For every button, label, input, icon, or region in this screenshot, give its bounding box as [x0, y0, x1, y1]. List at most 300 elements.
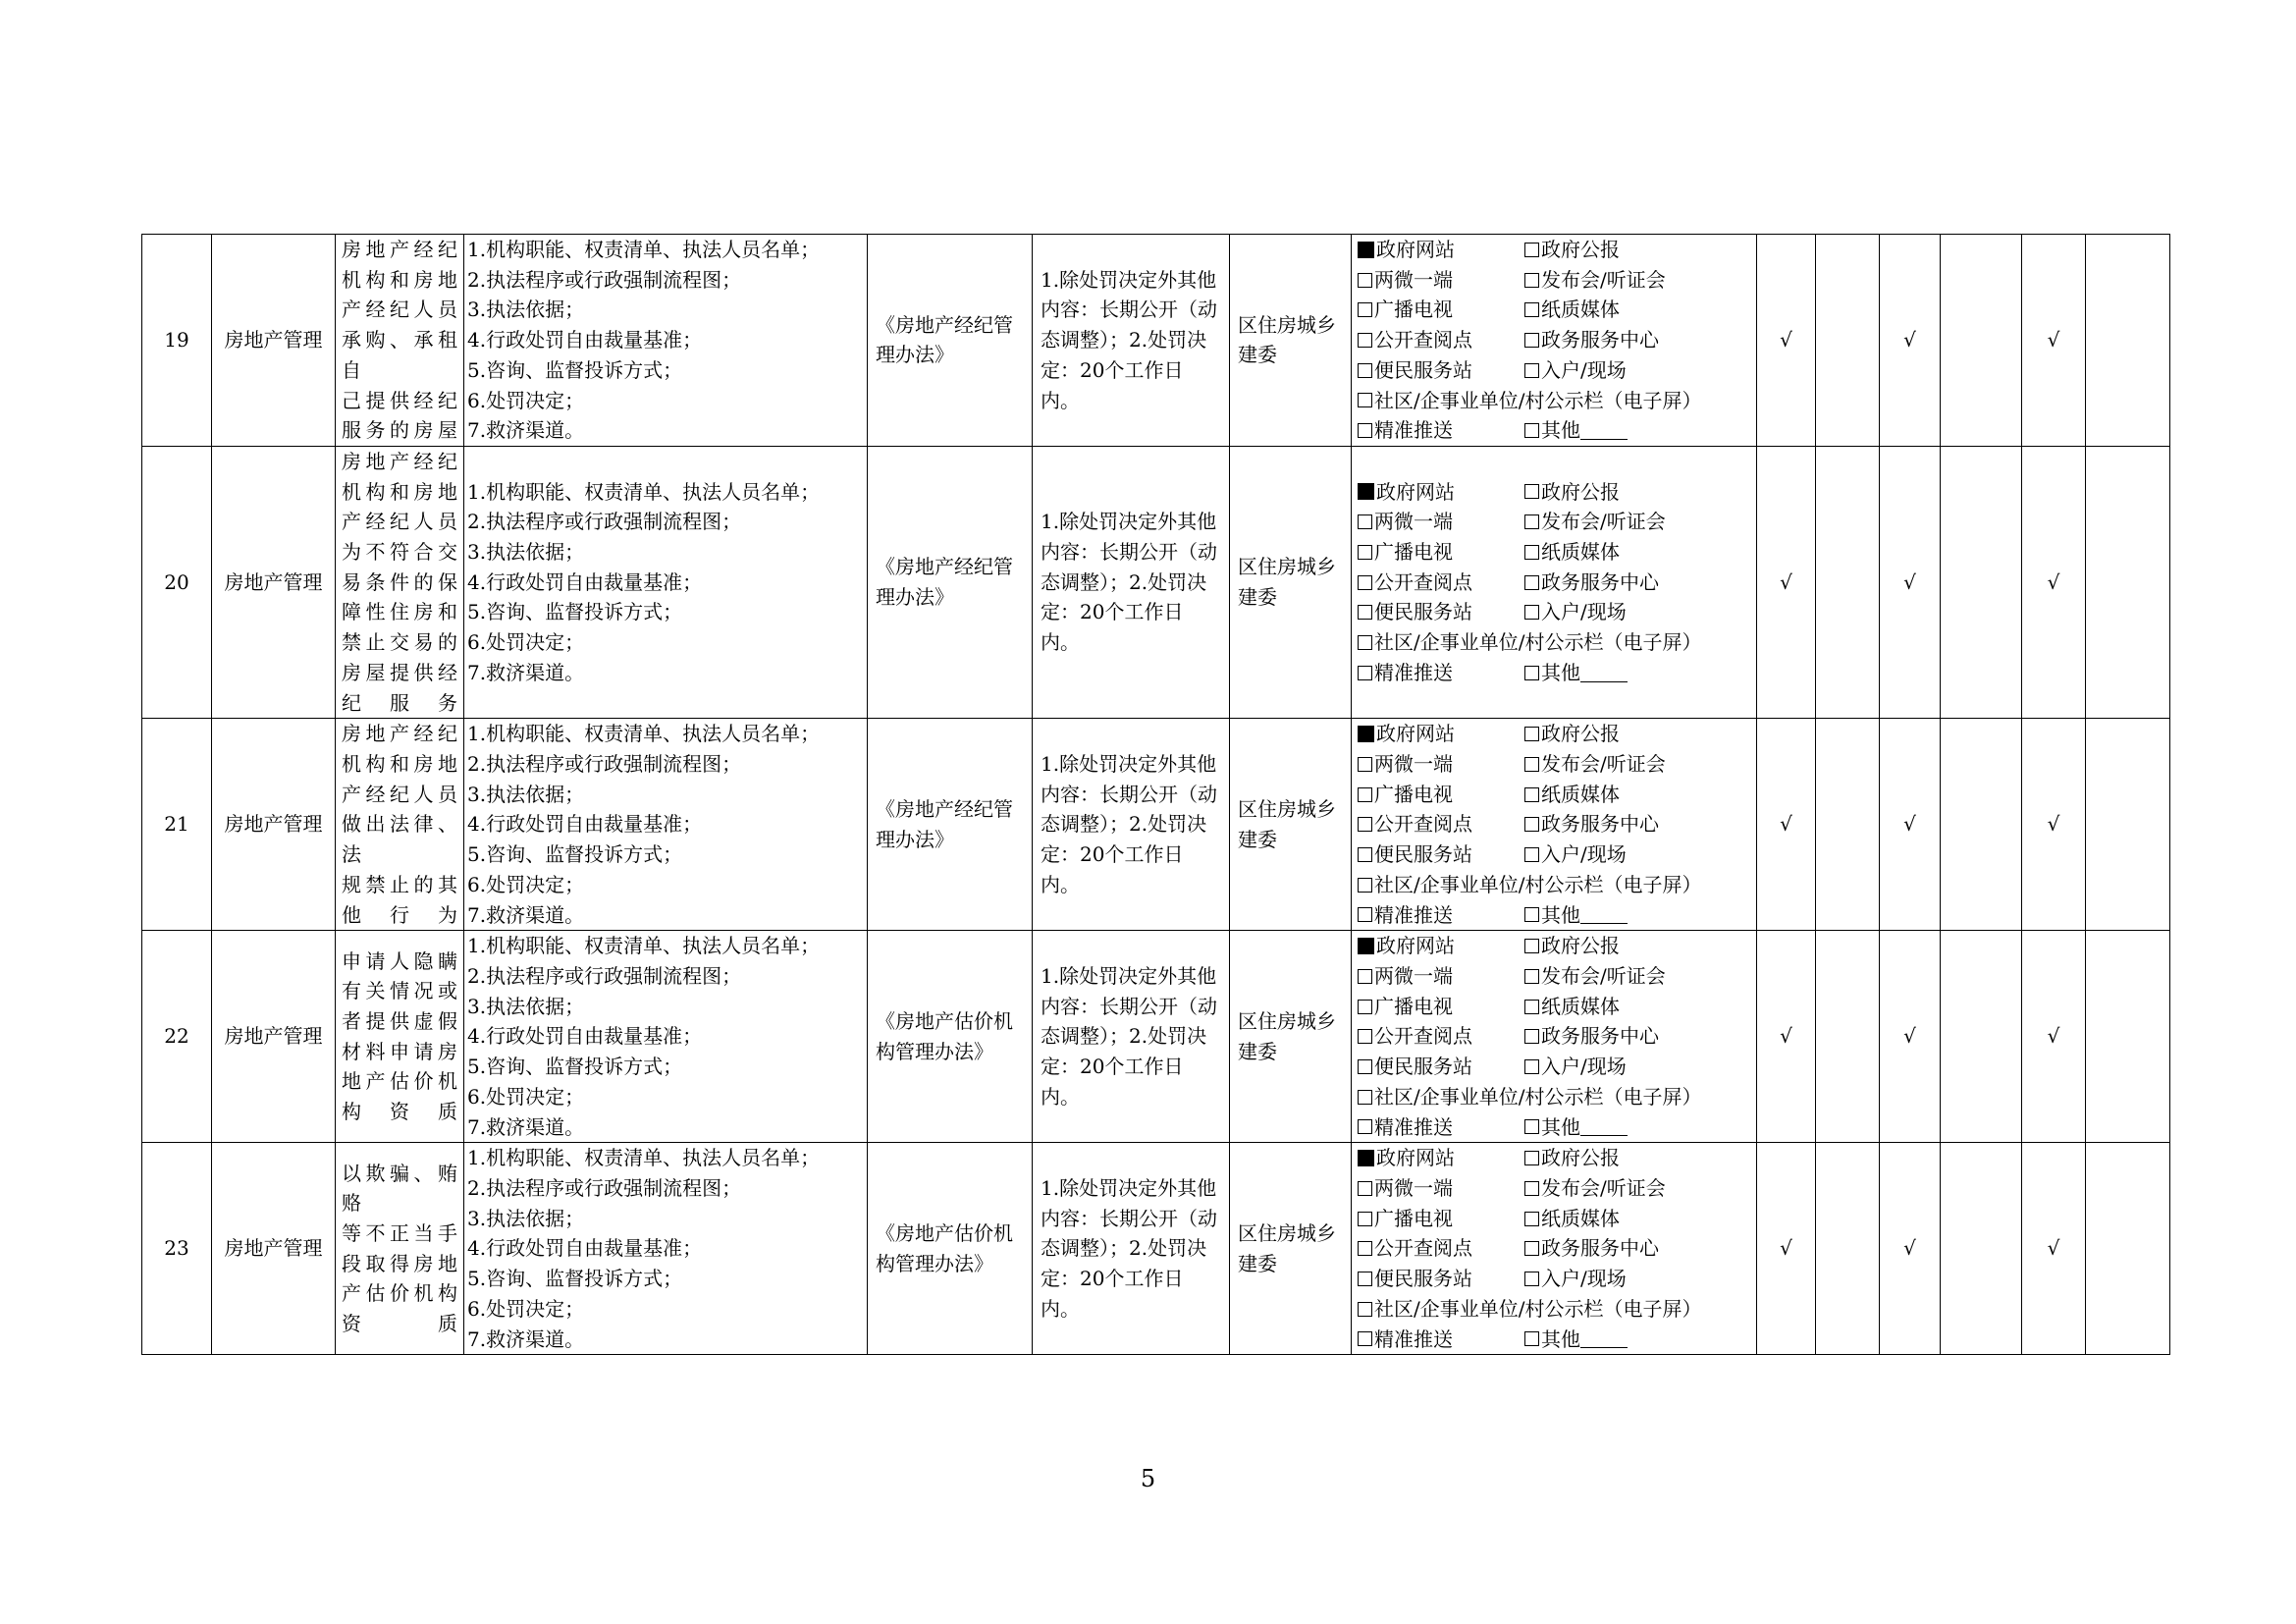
checkbox-icon [1358, 393, 1372, 407]
checkbox-icon [1358, 1272, 1372, 1286]
content-line: 2.执法程序或行政强制流程图； [467, 963, 742, 988]
channel-row [1358, 235, 1750, 265]
channel-row [1358, 1052, 1750, 1082]
channel-option-community-board [1358, 1294, 1701, 1325]
check-mark-cell: √ [1757, 235, 1816, 447]
channel-option-label: 政府公报 [1541, 1146, 1620, 1170]
channel-option-household-onsite [1524, 839, 1691, 870]
channel-option-label: 纸质媒体 [1541, 540, 1620, 565]
channel-option-household-onsite [1524, 1052, 1691, 1082]
checkbox-icon [1524, 817, 1539, 832]
item-line: 纪服务 [342, 690, 457, 715]
item-line: 产经纪人员 [342, 510, 457, 534]
channel-option-label: 便民服务站 [1374, 1267, 1472, 1291]
channel-option-gov-gazette [1524, 1143, 1691, 1173]
checked-box-icon [1358, 938, 1374, 954]
time-line: 2.处罚决定：20个工 [1041, 1236, 1207, 1291]
item-line: 规禁止的其 [342, 872, 457, 896]
channel-option-label: 广播电视 [1374, 782, 1453, 806]
channel-row [1358, 870, 1750, 900]
channel-option-label: 公开查阅点 [1374, 812, 1472, 837]
content-line: 6.处罚决定； [467, 872, 585, 896]
channel-option-label: 公开查阅点 [1374, 569, 1472, 594]
channel-option-label: 入户/现场 [1541, 842, 1627, 867]
channel-option-two-micro-one-end [1358, 507, 1524, 537]
checkbox-icon [1524, 605, 1539, 620]
checkbox-icon [1358, 1029, 1372, 1044]
channels-cell [1352, 719, 1757, 931]
channel-option-convenience-station [1358, 1264, 1524, 1294]
channel-option-public-inquiry-point [1358, 1021, 1524, 1052]
item-line: 为不符合交 [342, 540, 457, 565]
channel-option-radio-tv [1358, 780, 1524, 810]
law-cell [868, 446, 1033, 718]
channel-row [1358, 1325, 1750, 1355]
time-line: 作日内。 [1041, 357, 1184, 412]
channel-option-label: 入户/现场 [1541, 600, 1627, 624]
channel-row [1358, 295, 1750, 325]
department-line: 区住房城乡 [1238, 1009, 1336, 1034]
channel-option-label: 公开查阅点 [1374, 1236, 1472, 1261]
content-line: 6.处罚决定； [467, 1084, 585, 1109]
check-mark-cell: √ [1880, 1143, 1941, 1355]
checkbox-icon [1524, 727, 1539, 741]
channel-option-label: 政府网站 [1376, 479, 1455, 504]
content-line: 3.执法依据； [467, 994, 585, 1018]
time-line: 内容：长期公开（动 [1041, 994, 1217, 1018]
channel-row [1358, 931, 1750, 961]
channel-option-label: 发布会/听证会 [1541, 1175, 1666, 1200]
time-line: 1.除处罚决定外其他 [1041, 510, 1217, 534]
checkbox-icon [1358, 757, 1372, 772]
channel-option-public-inquiry-point [1358, 325, 1524, 355]
content-line: 4.行政处罚自由裁量基准； [467, 1024, 703, 1049]
channel-option-other [1524, 1112, 1691, 1143]
item-line: 易条件的保 [342, 569, 457, 594]
disclosure-table [141, 234, 2170, 1355]
item-line: 房地产经纪 [342, 238, 457, 261]
channel-option-print-media [1524, 537, 1691, 568]
empty-cell [1941, 235, 2022, 447]
content-line: 6.处罚决定； [467, 388, 585, 412]
item-line: 资质 [342, 1312, 457, 1336]
empty-cell [1816, 235, 1880, 447]
channel-option-label: 广播电视 [1374, 994, 1453, 1018]
channel-row [1358, 1112, 1750, 1143]
channel-option-precise-push [1358, 658, 1524, 688]
channel-option-gov-website [1358, 1143, 1524, 1173]
content-line: 6.处罚决定； [467, 1296, 585, 1321]
channel-option-label: 发布会/听证会 [1541, 751, 1666, 776]
check-mark-cell: √ [2022, 931, 2086, 1143]
item-line: 段取得房地 [342, 1251, 457, 1275]
department-cell [1230, 235, 1352, 447]
check-mark-cell: √ [1757, 931, 1816, 1143]
table-row [142, 931, 2170, 1143]
department-line: 区住房城乡 [1238, 1221, 1336, 1246]
table-row [142, 719, 2170, 931]
channel-option-precise-push [1358, 1112, 1524, 1143]
channel-option-print-media [1524, 295, 1691, 325]
channel-option-other [1524, 900, 1691, 931]
channels-cell [1352, 1143, 1757, 1355]
department-line: 建委 [1238, 1039, 1277, 1063]
department-cell [1230, 719, 1352, 931]
fill-in-blank [1580, 664, 1628, 682]
time-line: 作日内。 [1041, 600, 1184, 655]
channel-row [1358, 386, 1750, 416]
channel-row [1358, 1294, 1750, 1325]
department-line: 区住房城乡 [1238, 312, 1336, 337]
checkbox-icon [1358, 635, 1372, 650]
time-line: 2.处罚决定：20个工 [1041, 328, 1207, 382]
time-line: 2.处罚决定：20个工 [1041, 1024, 1207, 1079]
channel-option-household-onsite [1524, 355, 1691, 386]
channel-option-label: 社区/企事业单位/村公示栏（电子屏） [1374, 630, 1702, 655]
checkbox-icon [1524, 757, 1539, 772]
channel-option-label: 政府公报 [1541, 479, 1620, 504]
checkbox-icon [1524, 333, 1539, 348]
time-cell [1033, 719, 1230, 931]
channel-option-convenience-station [1358, 1052, 1524, 1082]
channel-row [1358, 265, 1750, 296]
checkbox-icon [1358, 787, 1372, 802]
channels-cell [1352, 235, 1757, 447]
content-line: 4.行政处罚自由裁量基准； [467, 812, 703, 837]
content-line: 3.执法依据； [467, 540, 585, 565]
channel-option-other [1524, 415, 1691, 446]
checkbox-icon [1524, 1331, 1539, 1346]
channel-option-label: 社区/企事业单位/村公示栏（电子屏） [1374, 872, 1702, 896]
channel-option-label: 其他 [1541, 1326, 1580, 1351]
department-line: 区住房城乡 [1238, 797, 1336, 822]
channel-option-community-board [1358, 627, 1701, 658]
time-line: 态调整）； [1041, 569, 1129, 594]
fill-in-blank [1580, 1329, 1628, 1348]
channel-option-label: 精准推送 [1374, 1114, 1453, 1139]
channel-option-label: 政务服务中心 [1541, 328, 1659, 352]
channels-cell [1352, 931, 1757, 1143]
channel-option-label: 政务服务中心 [1541, 812, 1659, 837]
content-line: 2.执法程序或行政强制流程图； [467, 267, 742, 292]
channel-row [1358, 477, 1750, 508]
check-mark-cell: √ [2022, 235, 2086, 447]
content-line: 7.救济渠道。 [467, 1114, 585, 1139]
channel-option-label: 公开查阅点 [1374, 1024, 1472, 1049]
time-line: 1.除处罚决定外其他 [1041, 267, 1217, 292]
checkbox-icon [1358, 817, 1372, 832]
item-line: 产估价机构 [342, 1281, 457, 1306]
channel-row [1358, 1204, 1750, 1234]
channel-option-label: 纸质媒体 [1541, 298, 1620, 322]
item-line: 机构和房地 [342, 267, 457, 292]
empty-cell [2086, 931, 2170, 1143]
content-line: 5.咨询、监督投诉方式； [467, 1055, 683, 1079]
channel-option-gov-website [1358, 477, 1524, 508]
channel-option-label: 政府网站 [1376, 238, 1455, 261]
channel-option-label: 纸质媒体 [1541, 994, 1620, 1018]
checkbox-icon [1358, 666, 1372, 680]
channel-option-label: 入户/现场 [1541, 1267, 1627, 1291]
item-line: 者提供虚假 [342, 1009, 457, 1034]
channel-option-label: 广播电视 [1374, 540, 1453, 565]
item-line: 申请人隐瞒 [342, 948, 457, 973]
row-number: 21 [142, 719, 212, 931]
channel-option-two-micro-one-end [1358, 749, 1524, 780]
content-cell [464, 931, 868, 1143]
channel-row [1358, 1173, 1750, 1204]
checkbox-icon [1358, 514, 1372, 529]
empty-cell [2086, 1143, 2170, 1355]
empty-cell [1816, 719, 1880, 931]
checkbox-icon [1358, 1241, 1372, 1256]
channel-row [1358, 507, 1750, 537]
fill-in-blank [1580, 1117, 1628, 1136]
content-line: 1.机构职能、权责清单、执法人员名单； [467, 722, 821, 746]
channel-row [1358, 325, 1750, 355]
content-line: 1.机构职能、权责清单、执法人员名单； [467, 1146, 821, 1170]
item-line: 房地产经纪 [342, 449, 457, 473]
empty-cell [1816, 446, 1880, 718]
time-line: 内容：长期公开（动 [1041, 782, 1217, 806]
checkbox-icon [1524, 666, 1539, 680]
time-line: 作日内。 [1041, 842, 1184, 896]
item-line: 以欺骗、贿赂 [342, 1161, 457, 1216]
checkbox-icon [1358, 273, 1372, 288]
channel-option-label: 两微一端 [1374, 963, 1453, 988]
table-row [142, 235, 2170, 447]
item-cell [336, 446, 464, 718]
empty-cell [1816, 1143, 1880, 1355]
checkbox-icon [1358, 1181, 1372, 1196]
checkbox-icon [1358, 1059, 1372, 1074]
category-cell: 房地产管理 [212, 446, 336, 718]
channel-option-label: 两微一端 [1374, 267, 1453, 292]
channel-option-label: 入户/现场 [1541, 357, 1627, 382]
time-line: 1.除处罚决定外其他 [1041, 1175, 1217, 1200]
check-mark-cell: √ [1880, 719, 1941, 931]
check-mark-cell: √ [1880, 931, 1941, 1143]
row-number: 20 [142, 446, 212, 718]
item-line: 服务的房屋 [342, 418, 457, 443]
channel-option-label: 广播电视 [1374, 1206, 1453, 1230]
channel-option-label: 两微一端 [1374, 1175, 1453, 1200]
channel-option-radio-tv [1358, 295, 1524, 325]
time-line: 态调整）； [1041, 1024, 1129, 1049]
law-cell [868, 1143, 1033, 1355]
checkbox-icon [1524, 1272, 1539, 1286]
checkbox-icon [1358, 1331, 1372, 1346]
channel-option-gov-gazette [1524, 235, 1691, 265]
channel-row [1358, 839, 1750, 870]
checkbox-icon [1358, 423, 1372, 438]
channel-option-gov-website [1358, 235, 1524, 265]
channel-option-label: 政府网站 [1376, 722, 1455, 746]
channel-row [1358, 1233, 1750, 1264]
content-line: 3.执法依据； [467, 1206, 585, 1230]
item-line: 产经纪人员 [342, 782, 457, 806]
checkbox-icon [1524, 1181, 1539, 1196]
content-line: 3.执法依据； [467, 782, 585, 806]
time-cell [1033, 1143, 1230, 1355]
channel-option-label: 精准推送 [1374, 902, 1453, 927]
item-cell [336, 235, 464, 447]
time-line: 1.除处罚决定外其他 [1041, 751, 1217, 776]
channel-option-label: 其他 [1541, 418, 1580, 443]
check-mark-cell: √ [1880, 235, 1941, 447]
checkbox-icon [1524, 1000, 1539, 1014]
channel-option-press-conference [1524, 1173, 1691, 1204]
time-line: 1.除处罚决定外其他 [1041, 963, 1217, 988]
category-cell: 房地产管理 [212, 719, 336, 931]
content-line: 7.救济渠道。 [467, 1326, 585, 1351]
row-number: 19 [142, 235, 212, 447]
channel-row [1358, 597, 1750, 627]
content-line: 4.行政处罚自由裁量基准； [467, 1236, 703, 1261]
empty-cell [1941, 719, 2022, 931]
department-line: 区住房城乡 [1238, 555, 1336, 579]
fill-in-blank [1580, 421, 1628, 440]
checked-box-icon [1358, 1150, 1374, 1166]
channel-option-label: 政府公报 [1541, 238, 1620, 261]
channels-cell [1352, 446, 1757, 718]
item-line: 材料申请房 [342, 1039, 457, 1063]
checkbox-icon [1524, 545, 1539, 560]
channel-option-print-media [1524, 1204, 1691, 1234]
department-cell [1230, 446, 1352, 718]
department-line: 建委 [1238, 1251, 1277, 1275]
department-line: 建委 [1238, 827, 1277, 851]
channel-row [1358, 992, 1750, 1022]
time-line: 作日内。 [1041, 1055, 1184, 1109]
time-cell [1033, 235, 1230, 447]
item-cell [336, 719, 464, 931]
checkbox-icon [1358, 1119, 1372, 1134]
law-line: 理办法》 [876, 343, 954, 367]
channel-option-label: 精准推送 [1374, 1326, 1453, 1351]
channel-row [1358, 415, 1750, 446]
channel-row [1358, 1143, 1750, 1173]
channel-option-radio-tv [1358, 537, 1524, 568]
time-line: 内容：长期公开（动 [1041, 298, 1217, 322]
channel-option-label: 发布会/听证会 [1541, 510, 1666, 534]
content-line: 5.咨询、监督投诉方式； [467, 1267, 683, 1291]
check-mark-cell: √ [2022, 1143, 2086, 1355]
channel-row [1358, 537, 1750, 568]
content-line: 5.咨询、监督投诉方式； [467, 842, 683, 867]
time-line: 内容：长期公开（动 [1041, 1206, 1217, 1230]
channel-option-label: 政务服务中心 [1541, 569, 1659, 594]
content-cell [464, 446, 868, 718]
content-line: 7.救济渠道。 [467, 660, 585, 684]
time-line: 态调整）； [1041, 328, 1129, 352]
checkbox-icon [1358, 302, 1372, 317]
item-line: 产经纪人员 [342, 298, 457, 322]
channel-option-label: 政府网站 [1376, 1146, 1455, 1170]
law-cell [868, 719, 1033, 931]
law-line: 《房地产经纪管 [876, 555, 1013, 579]
checkbox-icon [1358, 1302, 1372, 1317]
channel-option-label: 精准推送 [1374, 418, 1453, 443]
checkbox-icon [1358, 605, 1372, 620]
item-line: 障性住房和 [342, 600, 457, 624]
channel-option-label: 入户/现场 [1541, 1055, 1627, 1079]
channel-option-label: 发布会/听证会 [1541, 963, 1666, 988]
item-line: 机构和房地 [342, 479, 457, 504]
checkbox-icon [1358, 969, 1372, 984]
channel-option-gov-website [1358, 719, 1524, 749]
item-line: 房地产经纪 [342, 722, 457, 746]
empty-cell [1941, 931, 2022, 1143]
channel-option-label: 广播电视 [1374, 298, 1453, 322]
checkbox-icon [1358, 1000, 1372, 1014]
checkbox-icon [1358, 847, 1372, 862]
time-cell [1033, 446, 1230, 718]
channel-option-label: 社区/企事业单位/村公示栏（电子屏） [1374, 1084, 1702, 1109]
law-line: 理办法》 [876, 827, 954, 851]
check-mark-cell: √ [1757, 446, 1816, 718]
channel-option-label: 其他 [1541, 1114, 1580, 1139]
content-line: 3.执法依据； [467, 298, 585, 322]
checkbox-icon [1358, 878, 1372, 893]
time-cell [1033, 931, 1230, 1143]
channel-option-label: 两微一端 [1374, 510, 1453, 534]
row-number: 23 [142, 1143, 212, 1355]
channel-option-label: 便民服务站 [1374, 600, 1472, 624]
empty-cell [1941, 446, 2022, 718]
fill-in-blank [1580, 905, 1628, 924]
empty-cell [2086, 446, 2170, 718]
channel-option-service-center [1524, 325, 1691, 355]
channel-option-label: 纸质媒体 [1541, 782, 1620, 806]
channel-option-household-onsite [1524, 597, 1691, 627]
checkbox-icon [1524, 363, 1539, 378]
checkbox-icon [1524, 1119, 1539, 1134]
channel-option-gov-gazette [1524, 931, 1691, 961]
time-line: 态调整）； [1041, 1236, 1129, 1261]
channel-option-two-micro-one-end [1358, 265, 1524, 296]
content-line: 4.行政处罚自由裁量基准； [467, 328, 703, 352]
item-line: 机构和房地 [342, 751, 457, 776]
channel-option-service-center [1524, 568, 1691, 598]
law-cell [868, 235, 1033, 447]
empty-cell [1816, 931, 1880, 1143]
channel-option-press-conference [1524, 749, 1691, 780]
category-cell: 房地产管理 [212, 1143, 336, 1355]
content-cell [464, 235, 868, 447]
content-line: 1.机构职能、权责清单、执法人员名单； [467, 479, 821, 504]
item-cell [336, 931, 464, 1143]
time-line: 2.处罚决定：20个工 [1041, 812, 1207, 867]
check-mark-cell: √ [2022, 719, 2086, 931]
checkbox-icon [1524, 1241, 1539, 1256]
checkbox-icon [1524, 939, 1539, 953]
channel-row [1358, 355, 1750, 386]
law-line: 《房地产估价机 [876, 1221, 1013, 1246]
law-line: 构管理办法》 [876, 1251, 993, 1275]
checkbox-icon [1524, 484, 1539, 499]
channel-option-label: 其他 [1541, 660, 1580, 684]
checkbox-icon [1358, 333, 1372, 348]
content-line: 4.行政处罚自由裁量基准； [467, 569, 703, 594]
checkbox-icon [1358, 363, 1372, 378]
channel-row [1358, 568, 1750, 598]
channel-option-label: 便民服务站 [1374, 842, 1472, 867]
channel-option-label: 便民服务站 [1374, 357, 1472, 382]
checkbox-icon [1524, 847, 1539, 862]
content-line: 2.执法程序或行政强制流程图； [467, 751, 742, 776]
content-line: 6.处罚决定； [467, 630, 585, 655]
